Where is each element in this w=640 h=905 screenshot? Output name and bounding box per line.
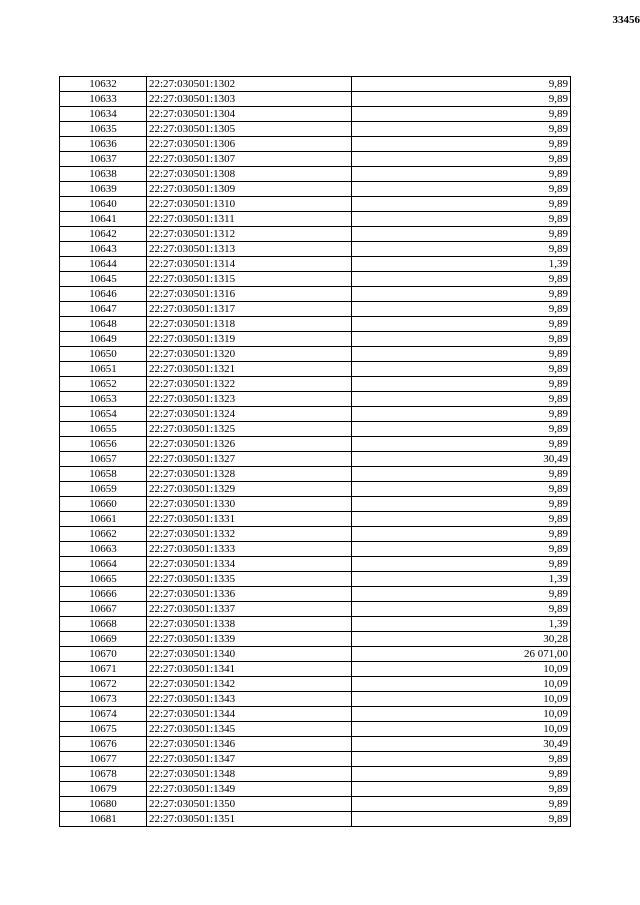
table-row <box>60 362 571 377</box>
value-cell: 9,89 <box>352 92 571 107</box>
table-row <box>60 392 571 407</box>
value-cell: 9,89 <box>352 602 571 617</box>
value-cell: 9,89 <box>352 122 571 137</box>
table-row <box>60 137 571 152</box>
cadastral-number-cell: 22:27:030501:1334 <box>147 557 352 572</box>
cadastral-number-cell: 22:27:030501:1331 <box>147 512 352 527</box>
row-number-cell: 10641 <box>60 212 147 227</box>
table-row <box>60 197 571 212</box>
table-row <box>60 677 571 692</box>
cadastral-number-cell: 22:27:030501:1328 <box>147 467 352 482</box>
table-row <box>60 182 571 197</box>
cadastral-number-cell: 22:27:030501:1324 <box>147 407 352 422</box>
table-row <box>60 752 571 767</box>
cadastral-number-cell: 22:27:030501:1308 <box>147 167 352 182</box>
table-row <box>60 377 571 392</box>
table-row <box>60 347 571 362</box>
cadastral-number-cell: 22:27:030501:1332 <box>147 527 352 542</box>
row-number-cell: 10649 <box>60 332 147 347</box>
registry-table-body <box>60 77 571 827</box>
row-number-cell: 10646 <box>60 287 147 302</box>
value-cell: 10,09 <box>352 677 571 692</box>
cadastral-number-cell: 22:27:030501:1343 <box>147 692 352 707</box>
table-row <box>60 452 571 467</box>
value-cell: 9,89 <box>352 542 571 557</box>
row-number-cell: 10639 <box>60 182 147 197</box>
value-cell: 9,89 <box>352 812 571 827</box>
table-row <box>60 812 571 827</box>
value-cell: 30,49 <box>352 452 571 467</box>
row-number-cell: 10647 <box>60 302 147 317</box>
value-cell: 30,49 <box>352 737 571 752</box>
value-cell: 10,09 <box>352 722 571 737</box>
cadastral-number-cell: 22:27:030501:1335 <box>147 572 352 587</box>
cadastral-number-cell: 22:27:030501:1347 <box>147 752 352 767</box>
value-cell: 9,89 <box>352 422 571 437</box>
row-number-cell: 10676 <box>60 737 147 752</box>
value-cell: 9,89 <box>352 332 571 347</box>
cadastral-number-cell: 22:27:030501:1338 <box>147 617 352 632</box>
value-cell: 9,89 <box>352 782 571 797</box>
value-cell: 9,89 <box>352 167 571 182</box>
value-cell: 9,89 <box>352 302 571 317</box>
table-row <box>60 287 571 302</box>
table-row <box>60 257 571 272</box>
value-cell: 9,89 <box>352 512 571 527</box>
table-row <box>60 482 571 497</box>
row-number-cell: 10662 <box>60 527 147 542</box>
row-number-cell: 10642 <box>60 227 147 242</box>
cadastral-number-cell: 22:27:030501:1329 <box>147 482 352 497</box>
table-row <box>60 212 571 227</box>
row-number-cell: 10675 <box>60 722 147 737</box>
row-number-cell: 10656 <box>60 437 147 452</box>
row-number-cell: 10673 <box>60 692 147 707</box>
row-number-cell: 10654 <box>60 407 147 422</box>
row-number-cell: 10651 <box>60 362 147 377</box>
table-row <box>60 617 571 632</box>
row-number-cell: 10674 <box>60 707 147 722</box>
table-row <box>60 437 571 452</box>
value-cell: 1,39 <box>352 617 571 632</box>
cadastral-number-cell: 22:27:030501:1346 <box>147 737 352 752</box>
row-number-cell: 10661 <box>60 512 147 527</box>
value-cell: 9,89 <box>352 752 571 767</box>
value-cell: 10,09 <box>352 707 571 722</box>
value-cell: 9,89 <box>352 227 571 242</box>
value-cell: 9,89 <box>352 482 571 497</box>
value-cell: 9,89 <box>352 437 571 452</box>
cadastral-number-cell: 22:27:030501:1316 <box>147 287 352 302</box>
row-number-cell: 10655 <box>60 422 147 437</box>
table-row <box>60 557 571 572</box>
value-cell: 9,89 <box>352 197 571 212</box>
row-number-cell: 10669 <box>60 632 147 647</box>
value-cell: 30,28 <box>352 632 571 647</box>
value-cell: 9,89 <box>352 392 571 407</box>
cadastral-number-cell: 22:27:030501:1302 <box>147 77 352 92</box>
cadastral-number-cell: 22:27:030501:1312 <box>147 227 352 242</box>
value-cell: 9,89 <box>352 527 571 542</box>
value-cell: 9,89 <box>352 407 571 422</box>
cadastral-number-cell: 22:27:030501:1340 <box>147 647 352 662</box>
value-cell: 9,89 <box>352 137 571 152</box>
table-row <box>60 722 571 737</box>
value-cell: 1,39 <box>352 572 571 587</box>
table-row <box>60 632 571 647</box>
table-row <box>60 527 571 542</box>
cadastral-number-cell: 22:27:030501:1315 <box>147 272 352 287</box>
row-number-cell: 10644 <box>60 257 147 272</box>
cadastral-number-cell: 22:27:030501:1310 <box>147 197 352 212</box>
row-number-cell: 10658 <box>60 467 147 482</box>
row-number-cell: 10668 <box>60 617 147 632</box>
value-cell: 9,89 <box>352 107 571 122</box>
cadastral-number-cell: 22:27:030501:1303 <box>147 92 352 107</box>
row-number-cell: 10638 <box>60 167 147 182</box>
row-number-cell: 10634 <box>60 107 147 122</box>
cadastral-number-cell: 22:27:030501:1307 <box>147 152 352 167</box>
row-number-cell: 10681 <box>60 812 147 827</box>
cadastral-number-cell: 22:27:030501:1349 <box>147 782 352 797</box>
cadastral-number-cell: 22:27:030501:1330 <box>147 497 352 512</box>
value-cell: 9,89 <box>352 287 571 302</box>
value-cell: 9,89 <box>352 587 571 602</box>
cadastral-number-cell: 22:27:030501:1317 <box>147 302 352 317</box>
value-cell: 10,09 <box>352 692 571 707</box>
table-row <box>60 767 571 782</box>
value-cell: 9,89 <box>352 557 571 572</box>
table-row <box>60 497 571 512</box>
cadastral-number-cell: 22:27:030501:1339 <box>147 632 352 647</box>
cadastral-number-cell: 22:27:030501:1318 <box>147 317 352 332</box>
cadastral-number-cell: 22:27:030501:1337 <box>147 602 352 617</box>
cadastral-number-cell: 22:27:030501:1314 <box>147 257 352 272</box>
cadastral-number-cell: 22:27:030501:1345 <box>147 722 352 737</box>
table-row <box>60 422 571 437</box>
row-number-cell: 10664 <box>60 557 147 572</box>
value-cell: 9,89 <box>352 77 571 92</box>
row-number-cell: 10671 <box>60 662 147 677</box>
cadastral-number-cell: 22:27:030501:1322 <box>147 377 352 392</box>
row-number-cell: 10666 <box>60 587 147 602</box>
row-number-cell: 10667 <box>60 602 147 617</box>
table-row <box>60 77 571 92</box>
table-row <box>60 542 571 557</box>
table-row <box>60 512 571 527</box>
row-number-cell: 10643 <box>60 242 147 257</box>
row-number-cell: 10670 <box>60 647 147 662</box>
cadastral-number-cell: 22:27:030501:1350 <box>147 797 352 812</box>
value-cell: 9,89 <box>352 362 571 377</box>
table-row <box>60 227 571 242</box>
table-row <box>60 407 571 422</box>
row-number-cell: 10665 <box>60 572 147 587</box>
row-number-cell: 10672 <box>60 677 147 692</box>
table-row <box>60 167 571 182</box>
page-number: 33456 <box>612 14 640 26</box>
cadastral-number-cell: 22:27:030501:1333 <box>147 542 352 557</box>
table-row <box>60 272 571 287</box>
table-row <box>60 332 571 347</box>
cadastral-number-cell: 22:27:030501:1344 <box>147 707 352 722</box>
value-cell: 9,89 <box>352 467 571 482</box>
cadastral-number-cell: 22:27:030501:1311 <box>147 212 352 227</box>
value-cell: 9,89 <box>352 377 571 392</box>
row-number-cell: 10650 <box>60 347 147 362</box>
row-number-cell: 10652 <box>60 377 147 392</box>
cadastral-number-cell: 22:27:030501:1313 <box>147 242 352 257</box>
row-number-cell: 10632 <box>60 77 147 92</box>
cadastral-number-cell: 22:27:030501:1342 <box>147 677 352 692</box>
row-number-cell: 10657 <box>60 452 147 467</box>
cadastral-number-cell: 22:27:030501:1325 <box>147 422 352 437</box>
value-cell: 9,89 <box>352 182 571 197</box>
value-cell: 9,89 <box>352 152 571 167</box>
table-row <box>60 602 571 617</box>
table-row <box>60 737 571 752</box>
row-number-cell: 10633 <box>60 92 147 107</box>
row-number-cell: 10640 <box>60 197 147 212</box>
table-row <box>60 662 571 677</box>
table-row <box>60 107 571 122</box>
cadastral-number-cell: 22:27:030501:1336 <box>147 587 352 602</box>
row-number-cell: 10660 <box>60 497 147 512</box>
table-row <box>60 782 571 797</box>
value-cell: 9,89 <box>352 347 571 362</box>
row-number-cell: 10635 <box>60 122 147 137</box>
registry-table <box>59 76 571 827</box>
cadastral-number-cell: 22:27:030501:1323 <box>147 392 352 407</box>
value-cell: 10,09 <box>352 662 571 677</box>
value-cell: 9,89 <box>352 317 571 332</box>
row-number-cell: 10663 <box>60 542 147 557</box>
cadastral-number-cell: 22:27:030501:1306 <box>147 137 352 152</box>
table-row <box>60 122 571 137</box>
row-number-cell: 10636 <box>60 137 147 152</box>
table-row <box>60 647 571 662</box>
row-number-cell: 10680 <box>60 797 147 812</box>
row-number-cell: 10679 <box>60 782 147 797</box>
cadastral-number-cell: 22:27:030501:1304 <box>147 107 352 122</box>
table-row <box>60 467 571 482</box>
row-number-cell: 10677 <box>60 752 147 767</box>
value-cell: 9,89 <box>352 212 571 227</box>
row-number-cell: 10653 <box>60 392 147 407</box>
value-cell: 26 071,00 <box>352 647 571 662</box>
cadastral-number-cell: 22:27:030501:1321 <box>147 362 352 377</box>
cadastral-number-cell: 22:27:030501:1348 <box>147 767 352 782</box>
cadastral-number-cell: 22:27:030501:1351 <box>147 812 352 827</box>
value-cell: 9,89 <box>352 242 571 257</box>
value-cell: 1,39 <box>352 257 571 272</box>
table-row <box>60 797 571 812</box>
table-row <box>60 707 571 722</box>
cadastral-number-cell: 22:27:030501:1319 <box>147 332 352 347</box>
cadastral-number-cell: 22:27:030501:1320 <box>147 347 352 362</box>
cadastral-number-cell: 22:27:030501:1341 <box>147 662 352 677</box>
table-row <box>60 152 571 167</box>
value-cell: 9,89 <box>352 497 571 512</box>
cadastral-number-cell: 22:27:030501:1327 <box>147 452 352 467</box>
table-row <box>60 692 571 707</box>
table-row <box>60 572 571 587</box>
value-cell: 9,89 <box>352 272 571 287</box>
row-number-cell: 10659 <box>60 482 147 497</box>
table-row <box>60 302 571 317</box>
cadastral-number-cell: 22:27:030501:1305 <box>147 122 352 137</box>
table-row <box>60 92 571 107</box>
cadastral-number-cell: 22:27:030501:1309 <box>147 182 352 197</box>
row-number-cell: 10637 <box>60 152 147 167</box>
table-row <box>60 317 571 332</box>
row-number-cell: 10678 <box>60 767 147 782</box>
value-cell: 9,89 <box>352 767 571 782</box>
cadastral-number-cell: 22:27:030501:1326 <box>147 437 352 452</box>
table-row <box>60 587 571 602</box>
table-row <box>60 242 571 257</box>
value-cell: 9,89 <box>352 797 571 812</box>
row-number-cell: 10648 <box>60 317 147 332</box>
row-number-cell: 10645 <box>60 272 147 287</box>
